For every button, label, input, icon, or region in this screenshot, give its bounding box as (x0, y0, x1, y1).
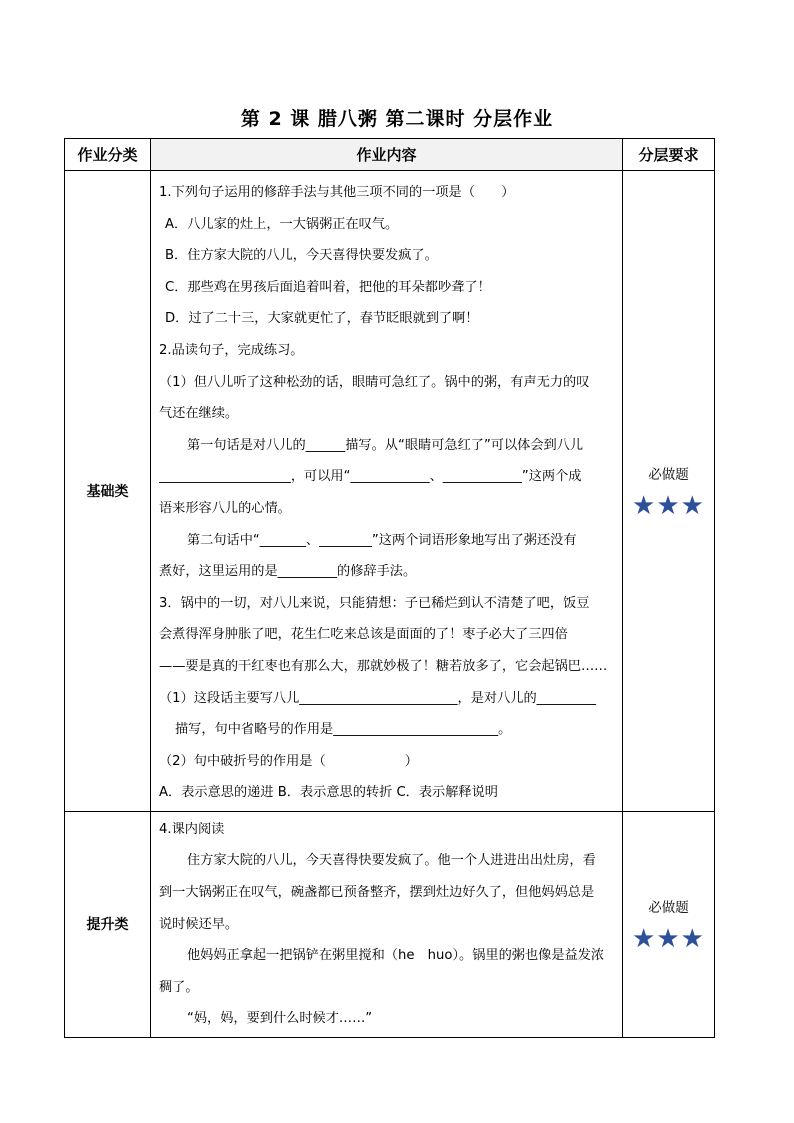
question-line: ____________________，可以用“____________、____________”这两个成 (159, 469, 582, 485)
header-requirement: 分层要求 (623, 139, 715, 171)
content-basic (151, 171, 623, 812)
header-category: 作业分类 (65, 139, 151, 171)
question-line: 第二句话中“_______、________”这两个词语形象地写出了粥还没有 (187, 532, 577, 548)
table-row-advanced (65, 811, 715, 1037)
page-title: 第 2 课 腊八粥 第二课时 分层作业 (240, 108, 554, 130)
star-rating-icon: ★★★ (632, 924, 705, 955)
passage-line: 他妈妈正拿起一把锅铲在粥里搅和（he huo）。锅里的粥也像是益发浓 (187, 948, 605, 964)
requirement-label: 必做题 (648, 466, 689, 483)
requirement-basic (623, 171, 715, 812)
question-line: （2）句中破折号的作用是（ ） (159, 753, 418, 769)
option-line: C．那些鸡在男孩后面追着叫着，把他的耳朵都吵聋了！ (165, 279, 491, 295)
homework-table (64, 138, 715, 1038)
category-advanced: 提升类 (65, 811, 151, 1037)
table-header-row (65, 139, 715, 171)
question-line: ——要是真的干红枣也有那么大，那就妙极了！糖若放多了，它会起锅巴…… (159, 658, 608, 674)
table-row-basic (65, 171, 715, 812)
option-line: A．八儿家的灶上，一大锅粥正在叹气。 (165, 216, 399, 232)
question-line: 4.课内阅读 (159, 821, 225, 837)
question-line: 气还在继续。 (159, 406, 239, 422)
content-advanced (151, 811, 623, 1037)
question-line: 1.下列句子运用的修辞手法与其他三项不同的一项是（ ） (159, 185, 515, 200)
requirement-advanced (623, 811, 715, 1037)
question-line: 2.品读句子，完成练习。 (159, 342, 304, 358)
question-line: 语来形容八儿的心情。 (159, 500, 291, 516)
passage-line: 住方家大院的八儿，今天喜得快要发疯了。他一个人进进出出灶房，看 (187, 853, 596, 869)
question-line: （1）但八儿听了这种松劲的话，眼睛可急红了。锅中的粥，有声无力的叹 (159, 374, 590, 390)
category-basic: 基础类 (65, 171, 151, 812)
passage-line: 稠了。 (159, 979, 199, 995)
passage-line: “妈，妈，要到什么时候才……” (187, 1011, 373, 1027)
question-line: （1）这段话主要写八儿________________________，是对八儿的_________ (159, 690, 596, 706)
passage-line: 说时候还早。 (159, 916, 239, 932)
header-content: 作业内容 (151, 139, 623, 171)
requirement-label: 必做题 (648, 900, 689, 917)
question-line: 会煮得浑身肿胀了吧，花生仁吃来总该是面面的了！枣子必大了三四倍 (159, 627, 568, 643)
passage-line: 到一大锅粥正在叹气，碗盏都已预备整齐，摆到灶边好久了，但他妈妈总是 (159, 885, 595, 901)
option-line: B．住方家大院的八儿，今天喜得快要发疯了。 (165, 248, 438, 264)
option-line: D．过了二十三，大家就更忙了，春节眨眼就到了啊！ (165, 311, 479, 327)
question-line: 煮好，这里运用的是_________的修辞手法。 (159, 564, 417, 580)
option-line: A．表示意思的递进 B．表示意思的转折 C．表示解释说明 (159, 785, 498, 801)
question-line: 3．锅中的一切，对八儿来说，只能猜想：子已稀烂到认不清楚了吧，饭豆 (159, 595, 590, 611)
star-rating-icon: ★★★ (632, 490, 705, 521)
question-line: 描写，句中省略号的作用是_________________________。 (175, 722, 512, 738)
question-line: 第一句话是对八儿的______描写。从“眼睛可急红了”可以体会到八儿 (187, 437, 584, 453)
